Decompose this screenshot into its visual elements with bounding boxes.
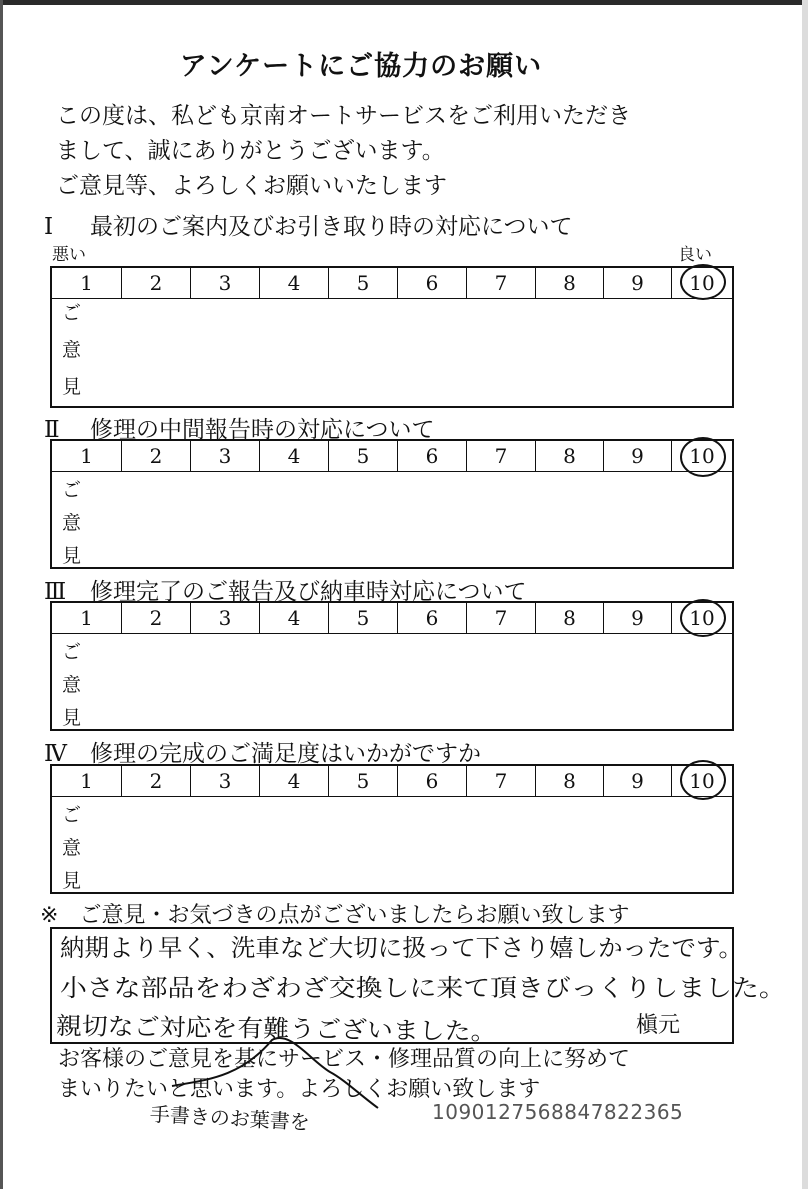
handwritten-insert-note: 手書きのお葉書を <box>149 1102 311 1135</box>
scale-cell-9[interactable]: 9 <box>604 766 672 796</box>
scale-cell-3[interactable]: 3 <box>191 268 260 298</box>
scale-cell-3[interactable]: 3 <box>191 766 260 796</box>
opinion-char: ご <box>62 641 82 663</box>
scale-cell-1[interactable]: 1 <box>52 603 122 633</box>
intro-line-1: この度は、私ども京南オートサービスをご利用いただき <box>56 103 631 129</box>
scale-cell-7[interactable]: 7 <box>467 268 536 298</box>
scale-cell-9[interactable]: 9 <box>604 603 672 633</box>
scale-cell-8[interactable]: 8 <box>536 603 604 633</box>
opinion-char: 見 <box>62 545 82 567</box>
opinion-char: 意 <box>62 837 82 859</box>
handwritten-signature: 槇元 <box>636 1013 681 1038</box>
scale-cell-4[interactable]: 4 <box>260 603 329 633</box>
closing-line-1: お客様のご意見を基にサービス・修理品質の向上に努めて <box>58 1047 631 1072</box>
scale-cell-5[interactable]: 5 <box>329 441 398 471</box>
section-number: Ⅱ <box>44 417 60 443</box>
scale-cell-8[interactable]: 8 <box>536 268 604 298</box>
scale-cell-1[interactable]: 1 <box>52 441 122 471</box>
scale-cell-9[interactable]: 9 <box>604 268 672 298</box>
scale-cell-4[interactable]: 4 <box>260 268 329 298</box>
scale-cell-3[interactable]: 3 <box>191 603 260 633</box>
opinion-char: 見 <box>62 707 82 729</box>
scale-cell-2[interactable]: 2 <box>122 603 191 633</box>
scale-cell-5[interactable]: 5 <box>329 603 398 633</box>
scale-cell-7[interactable]: 7 <box>467 603 536 633</box>
opinion-char: ご <box>62 479 82 501</box>
section-title: 最初のご案内及びお引き取り時の対応について <box>90 214 573 240</box>
opinion-char: 意 <box>62 339 82 361</box>
scale-cell-9[interactable]: 9 <box>604 441 672 471</box>
section-title: 修理の中間報告時の対応について <box>90 417 435 443</box>
scale-cell-10[interactable]: 10 <box>689 769 715 793</box>
intro-line-2: まして、誠にありがとうございます。 <box>56 138 445 164</box>
section-number: Ⅰ <box>44 214 54 240</box>
scale-cell-6[interactable]: 6 <box>398 441 467 471</box>
scale-cell-8[interactable]: 8 <box>536 766 604 796</box>
scale-cell-2[interactable]: 2 <box>122 268 191 298</box>
scale-cell-4[interactable]: 4 <box>260 441 329 471</box>
scale-cell-1[interactable]: 1 <box>52 268 122 298</box>
section-title: 修理の完成のご満足度はいかがですか <box>90 741 481 767</box>
scale-good-label: 良い <box>678 245 712 265</box>
scale-cell-6[interactable]: 6 <box>398 766 467 796</box>
opinion-char: ご <box>62 302 82 324</box>
scale-cell-4[interactable]: 4 <box>260 766 329 796</box>
scale-cell-2[interactable]: 2 <box>122 441 191 471</box>
section-number: Ⅲ <box>44 579 67 605</box>
scale-cell-6[interactable]: 6 <box>398 603 467 633</box>
intro-line-3: ご意見等、よろしくお願いいたします <box>56 173 447 199</box>
handwritten-comment-line-2: 小さな部品をわざわざ交換しに来て頂きびっくりしました。 <box>60 974 786 1002</box>
scale-cell-2[interactable]: 2 <box>122 766 191 796</box>
page-title: アンケートにご協力のお願い <box>179 51 543 82</box>
scale-cell-8[interactable]: 8 <box>536 441 604 471</box>
section-title: 修理完了のご報告及び納車時対応について <box>90 579 527 605</box>
opinion-char: 意 <box>62 674 82 696</box>
scale-cell-5[interactable]: 5 <box>329 766 398 796</box>
scale-cell-10[interactable]: 10 <box>689 444 715 468</box>
closing-line-2: まいりたいと思います。よろしくお願い致します <box>58 1077 541 1102</box>
opinion-char: 見 <box>62 870 82 892</box>
scale-cell-5[interactable]: 5 <box>329 268 398 298</box>
handwritten-comment-line-1: 納期より早く、洗車など大切に扱って下さり嬉しかったです。 <box>60 934 744 962</box>
note-text: ご意見・お気づきの点がございましたらお願い致します <box>79 903 630 928</box>
scale-cell-10[interactable]: 10 <box>689 606 715 630</box>
scale-cell-10[interactable]: 10 <box>689 271 715 295</box>
section-number: Ⅳ <box>44 741 67 767</box>
document-serial-number: 10901275688478223​65 <box>432 1100 684 1124</box>
scale-bad-label: 悪い <box>52 245 86 265</box>
note-mark: ※ <box>40 903 59 928</box>
opinion-char: 意 <box>62 512 82 534</box>
scale-cell-3[interactable]: 3 <box>191 441 260 471</box>
opinion-char: 見 <box>62 376 82 398</box>
handwritten-comment-line-3: 親切なご対応を有難うございました。 <box>55 1012 497 1046</box>
scale-cell-6[interactable]: 6 <box>398 268 467 298</box>
scale-cell-7[interactable]: 7 <box>467 441 536 471</box>
opinion-char: ご <box>62 804 82 826</box>
scale-cell-1[interactable]: 1 <box>52 766 122 796</box>
scale-cell-7[interactable]: 7 <box>467 766 536 796</box>
